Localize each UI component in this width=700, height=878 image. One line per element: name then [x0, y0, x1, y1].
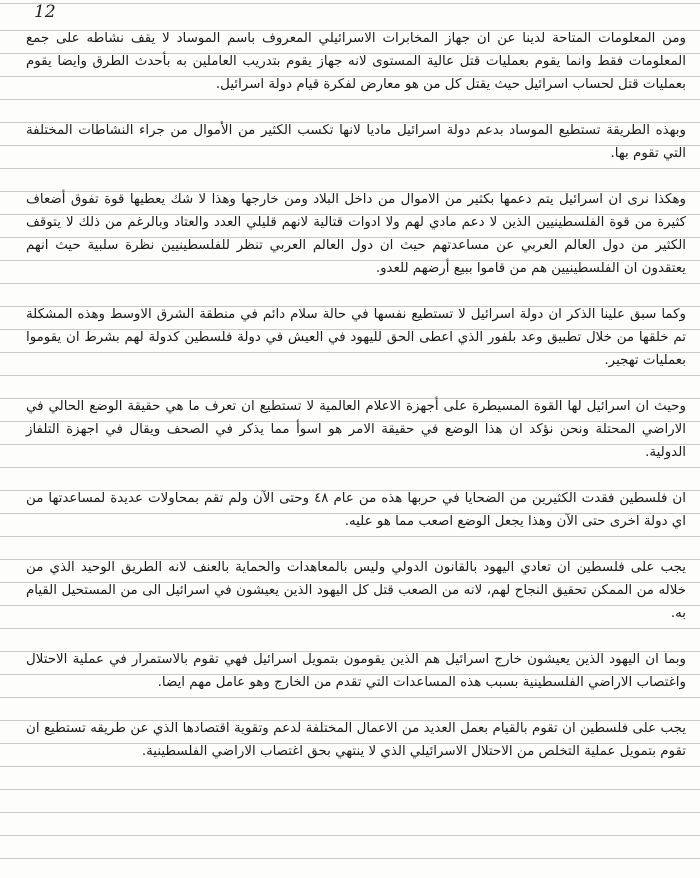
paragraph-3: وهكذا نرى ان اسرائيل يتم دعمها بكثير من الاموال من داخل البلاد ومن خارجها وهذا لا شك يعطيها قوة تفوق أضعاف كثيرة من قوة الفلسطينيين الذين لا دعم مادي لهم ولا ادوات قتالية لانهم قليلي العدد والعتاد وبالرغم من ذلك لا يتوقف الكثير من دول العالم العربي عن مساعدتهم حيث ان دول العالم العربي تنظر للفلسطينيين نظرة سلبية حيث انهم يعتقدون ان الفلسطينيين هم من قاموا ببيع أرضهم للعدو. [26, 192, 686, 276]
paragraph-5: وحيث ان اسرائيل لها القوة المسيطرة على أجهزة الاعلام العالمية لا تستطيع ان تعرف ما هي حقيقة الوضع الحالي في الاراضي المحتلة ونحن نؤكد ان هذا الوضع في حقيقة الامر هو اسوأ مما يذكر في الصحف ويقال في اجهزة التلفاز الدولية. [26, 399, 686, 460]
paragraph-9: يجب على فلسطين ان تقوم بالقيام بعمل العديد من الاعمال المختلفة لدعم وتقوية اقتصادها الذي عن طريقه تستطيع ان تقوم بتمويل عملية التخلص من الاحتلال الاسرائيلي الذي لا ينتهي بحق اغتصاب الاراضي الفلسطينية. [26, 721, 686, 759]
page-number: 12 [34, 2, 56, 22]
paragraph-4: وكما سبق علينا الذكر ان دولة اسرائيل لا تستطيع نفسها في حالة سلام دائم في منطقة الشرق الاوسط وهذه المشكلة تم خلقها من خلال تطبيق وعد بلفور الذي اعطى الحق لليهود في العيش في دولة فلسطين كدولة لهم بشرط ان يقوموا بعمليات تهجير. [26, 307, 686, 368]
paragraph-8: وبما ان اليهود الذين يعيشون خارج اسرائيل هم الذين يقومون بتمويل اسرائيل فهي تقوم بالاستمرار في عملية الاحتلال واغتصاب الاراضي الفلسطينية بسبب هذه المساعدات التي تقدم من الخارج وهو عامل مهم ايضا. [26, 652, 686, 690]
paragraph-2: وبهذه الطريقة تستطيع الموساد بدعم دولة اسرائيل ماديا لانها تكسب الكثير من الأموال من جراء النشاطات المختلفة التي تقوم بها. [26, 123, 686, 161]
paragraph-6: ان فلسطين فقدت الكثيرين من الضحايا في حربها هذه من عام ٤٨ وحتى الآن ولم تقم بمحاولات عديدة لمساعدتها من اي دولة اخرى حتى الآن وهذا يجعل الوضع اصعب مما هو عليه. [26, 491, 686, 529]
paragraph-7: يجب على فلسطين ان تعادي اليهود بالقانون الدولي وليس بالمعاهدات والحماية بالعنف لانه الطريق الوحيد الذي من خلاله من الممكن تحقيق النجاح لهم، لانه من الصعب قتل كل اليهود الذين يعيشون في اسرائيل الى من المستحيل القيام به. [26, 560, 686, 621]
handwritten-text-body [26, 27, 686, 786]
paragraph-1: ومن المعلومات المتاحة لدينا عن ان جهاز المخابرات الاسرائيلي المعروف باسم الموساد لا يقف نشاطه على جمع المعلومات فقط وانما يقوم بعمليات قتل عالية المستوى لانه جهاز يقوم بتدريب العاملين به بأحدث الطرق وايضا يقوم بعمليات قتل لحساب اسرائيل حيث يقتل كل من هو معارض لفكرة قيام دولة اسرائيل. [26, 31, 686, 92]
